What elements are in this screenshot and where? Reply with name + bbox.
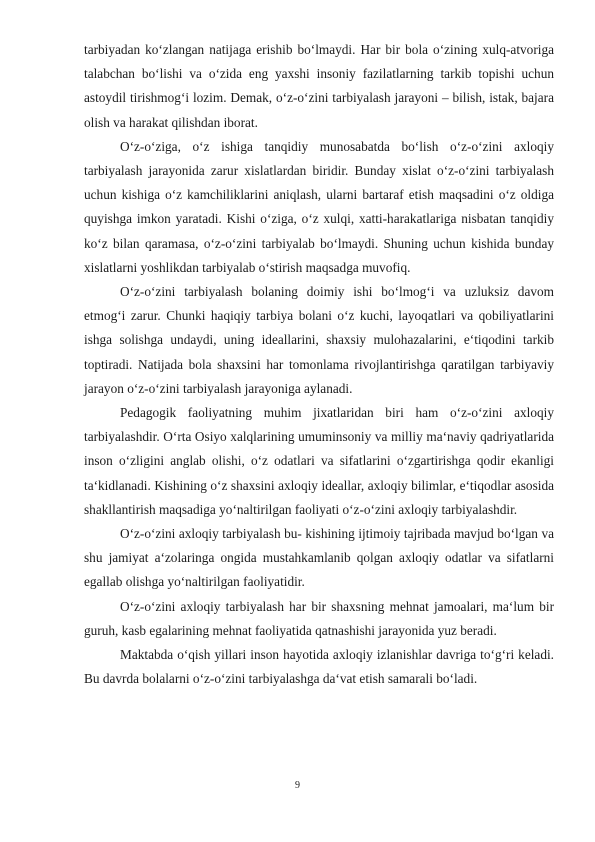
paragraph: O‘z-o‘zini axloqiy tarbiyalash har bir shaxsning mehnat jamoalari, ma‘lum bir guruh, kasb egalarining mehnat faoliyatida qatnashishi jarayonida yuz beradi. xyxy=(84,598,554,638)
paragraph: Maktabda o‘qish yillari inson hayotida axloqiy izlanishlar davriga to‘g‘ri keladi. Bu davrda bolalarni o‘z-o‘zini tarbiyalashga da‘vat etish samarali bo‘ladi. xyxy=(84,647,554,687)
paragraph: Pedagogik faoliyatning muhim jixatlaridan biri ham o‘z-o‘zini axloqiy tarbiyalashdir. O‘rta Osiyo xalqlarining umuminsoniy va milliy ma‘naviy qadriyatlarida inson o‘zligini anglab olishi, o‘z odatlari va sifatlarini o‘zgartirishga qodir ekanligi ta‘kidlanadi. Kishining o‘z shaxsini axloqiy ideallar, axloqiy bilimlar, e‘tiqodlar asosida shakllantirish maqsadiga yo‘naltirilgan faoliyati o‘z-o‘zini axloqiy tarbiyalashdir. xyxy=(84,405,554,517)
paragraph: O‘z-o‘zini axloqiy tarbiyalash bu- kishining ijtimoiy tajribada mavjud bo‘lgan va shu jamiyat a‘zolaringa ongida mustahkamlanib qolgan axloqiy odatlar va sifatlarni egallab olishga yo‘naltirilgan faoliyatidir. xyxy=(84,526,554,590)
page-number: 9 xyxy=(295,780,300,791)
document-body xyxy=(84,38,554,691)
paragraph: O‘z-o‘zini tarbiyalash bolaning doimiy ishi bo‘lmog‘i va uzluksiz davom etmog‘i zarur. Chunki haqiqiy tarbiya bolani o‘z kuchi, layoqatlari va qobiliyatlarini ishga solishga undaydi, uning ideallarini, shaxsiy mulohazalarini, e‘tiqodini tarkib toptiradi. Natijada bola shaxsini har tomonlama rivojlantirishga qaratilgan tarbiyaviy jarayon o‘z-o‘zini tarbiyalash jarayoniga aylanadi. xyxy=(84,284,554,396)
paragraph: tarbiyadan ko‘zlangan natijaga erishib bo‘lmaydi. Har bir bola o‘zining xulq-atvoriga talabchan bo‘lishi va o‘zida eng yaxshi insoniy fazilatlarning tarkib topishi uchun astoydil tirishmog‘i lozim. Demak, o‘z-o‘zini tarbiyalash jarayoni – bilish, istak, bajara olish va harakat qilishdan iborat. xyxy=(84,42,554,130)
paragraph: O‘z-o‘ziga, o‘z ishiga tanqidiy munosabatda bo‘lish o‘z-o‘zini axloqiy tarbiyalash jarayonida zarur xislatlardan biridir. Bunday xislat o‘z-o‘zini tarbiyalash uchun kishiga o‘z kamchiliklarini aniqlash, ularni bartaraf etish maqsadini o‘z oldiga quyishga imkon yaratadi. Kishi o‘ziga, o‘z xulqi, xatti-harakatlariga nisbatan tanqidiy ko‘z bilan qaramasa, o‘z-o‘zini tarbiyalab bo‘lmaydi. Shuning uchun kishida bunday xislatlarni yoshlikdan tarbiyalab o‘stirish maqsadga muvofiq. xyxy=(84,138,554,275)
